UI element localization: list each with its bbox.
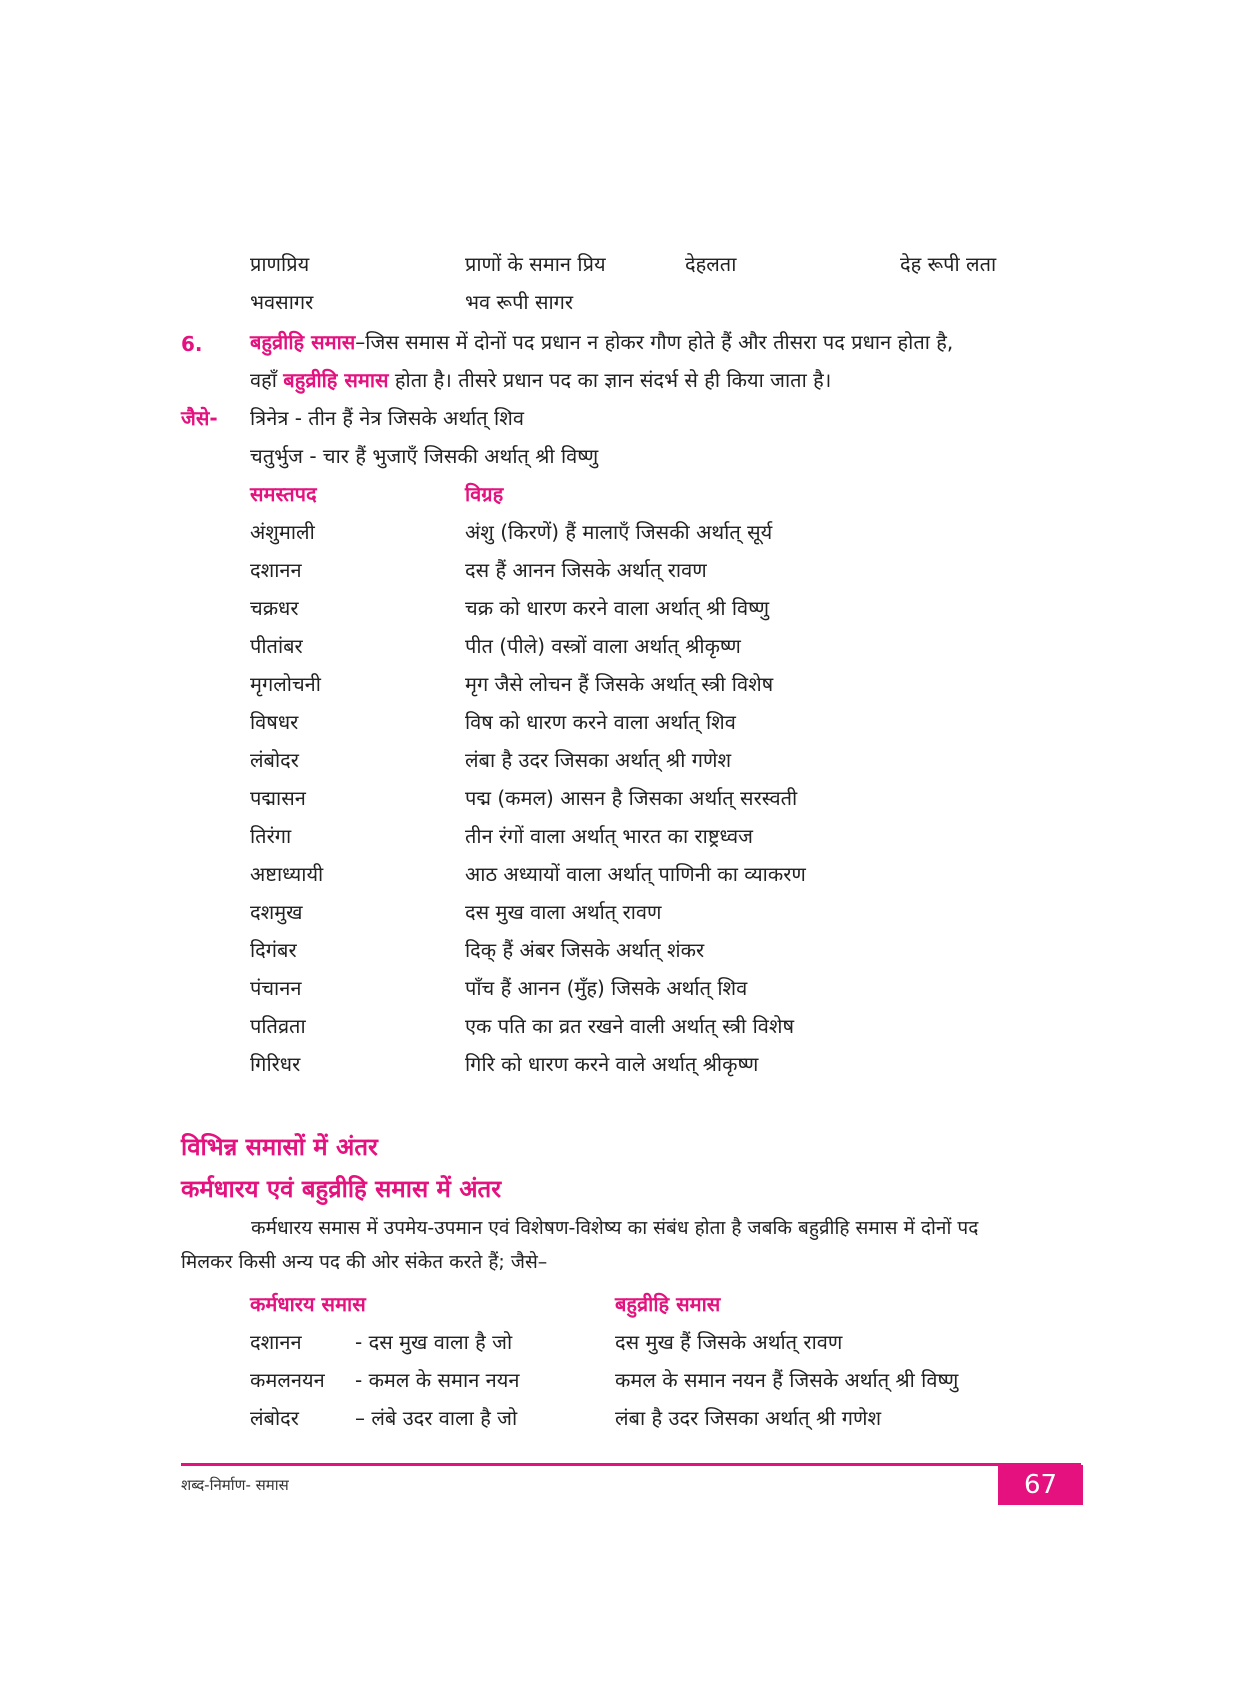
table-row-term: दिगंबर <box>250 938 297 962</box>
comparison-paragraph-line1: कर्मधारय समास में उपमेय-उपमान एवं विशेषण-विशेष्य का संबंध होता है जबकि बहुव्रीहि समास में दोनों पद <box>251 1217 979 1239</box>
examples-label: जैसे- <box>181 406 218 430</box>
top-row-1-col2: प्राणों के समान प्रिय <box>465 252 606 276</box>
compare-header-karmadharaya: कर्मधारय समास <box>250 1292 366 1316</box>
table-row-term: दशमुख <box>250 900 303 924</box>
section-term: बहुव्रीहि समास <box>250 330 356 354</box>
compare-row-left-term: दशानन <box>250 1330 302 1354</box>
definition-text-2b: होता है। तीसरे प्रधान पद का ज्ञान संदर्भ से ही किया जाता है। <box>388 368 832 392</box>
section-definition-line1 <box>250 328 953 356</box>
table-row-meaning: तीन रंगों वाला अर्थात् भारत का राष्ट्रध्वज <box>465 824 754 848</box>
section-term-inline: बहुव्रीहि समास <box>283 368 389 392</box>
table-row-term: तिरंगा <box>250 824 292 848</box>
footer-rule <box>181 1463 1081 1466</box>
table-row-meaning: मृग जैसे लोचन हैं जिसके अर्थात् स्त्री विशेष <box>465 672 774 696</box>
table-row-meaning: गिरि को धारण करने वाले अर्थात् श्रीकृष्ण <box>465 1052 759 1076</box>
table-row-term: चक्रधर <box>250 596 299 620</box>
compare-row-left-meaning: - कमल के समान नयन <box>355 1368 520 1392</box>
top-row-1-col3: देहलता <box>685 252 737 276</box>
compare-row-right: कमल के समान नयन हैं जिसके अर्थात् श्री विष्णु <box>615 1368 959 1392</box>
table-row-term: दशानन <box>250 558 302 582</box>
top-row-2-col1: भवसागर <box>250 290 314 314</box>
table-row-term: पतिव्रता <box>250 1014 306 1038</box>
top-row-2-col2: भव रूपी सागर <box>465 290 574 314</box>
table-row-term: पंचानन <box>250 976 302 1000</box>
table-row-term: पीतांबर <box>250 634 303 658</box>
table-row-meaning: चक्र को धारण करने वाला अर्थात् श्री विष्णु <box>465 596 770 620</box>
table-header-term: समस्तपद <box>250 482 317 506</box>
table-row-meaning: विष को धारण करने वाला अर्थात् शिव <box>465 710 736 734</box>
table-row-meaning: लंबा है उदर जिसका अर्थात् श्री गणेश <box>465 748 732 772</box>
table-row-term: लंबोदर <box>250 748 299 772</box>
table-row-term: गिरिधर <box>250 1052 301 1076</box>
compare-header-bahuvrihi: बहुव्रीहि समास <box>615 1292 721 1316</box>
top-row-1-col4: देह रूपी लता <box>900 252 997 276</box>
footer-chapter: शब्द-निर्माण- समास <box>181 1476 289 1494</box>
table-row-meaning: पद्म (कमल) आसन है जिसका अर्थात् सरस्वती <box>465 786 798 810</box>
table-row-meaning: पीत (पीले) वस्त्रों वाला अर्थात् श्रीकृष्ण <box>465 634 741 658</box>
section-definition-line2 <box>250 366 831 394</box>
compare-row-left-meaning: - दस मुख वाला है जो <box>355 1330 513 1354</box>
table-row-term: अष्टाध्यायी <box>250 862 324 886</box>
compare-row-left-term: कमलनयन <box>250 1368 325 1392</box>
table-row-meaning: दिक् हैं अंबर जिसके अर्थात् शंकर <box>465 938 705 962</box>
section-number: 6. <box>181 332 203 356</box>
table-row-meaning: दस हैं आनन जिसके अर्थात् रावण <box>465 558 707 582</box>
compare-row-left-term: लंबोदर <box>250 1406 299 1430</box>
table-row-term: पद्मासन <box>250 786 306 810</box>
table-row-term: अंशुमाली <box>250 520 315 544</box>
table-row-meaning: आठ अध्यायों वाला अर्थात् पाणिनी का व्याकरण <box>465 862 806 886</box>
table-row-meaning: दस मुख वाला अर्थात् रावण <box>465 900 662 924</box>
top-row-1-col1: प्राणप्रिय <box>250 252 310 276</box>
example-1: त्रिनेत्र - तीन हैं नेत्र जिसके अर्थात् शिव <box>250 406 524 430</box>
definition-text-2a: वहाँ <box>250 368 284 392</box>
table-row-term: विषधर <box>250 710 299 734</box>
comparison-paragraph-line2: मिलकर किसी अन्य पद की ओर संकेत करते हैं; जैसे– <box>181 1251 548 1273</box>
table-row-meaning: पाँच हैं आनन (मुँह) जिसके अर्थात् शिव <box>465 976 748 1000</box>
example-2: चतुर्भुज - चार हैं भुजाएँ जिसकी अर्थात् श्री विष्णु <box>250 444 599 468</box>
page-number: 67 <box>998 1465 1083 1505</box>
table-header-meaning: विग्रह <box>465 482 504 506</box>
compare-row-right: लंबा है उदर जिसका अर्थात् श्री गणेश <box>615 1406 882 1430</box>
definition-text-1: –जिस समास में दोनों पद प्रधान न होकर गौण होते हैं और तीसरा पद प्रधान होता है, <box>355 330 954 354</box>
heading-differences: विभिन्न समासों में अंतर <box>181 1133 378 1161</box>
compare-row-right: दस मुख हैं जिसके अर्थात् रावण <box>615 1330 843 1354</box>
compare-row-left-meaning: – लंबे उदर वाला है जो <box>355 1406 518 1430</box>
table-row-meaning: एक पति का व्रत रखने वाली अर्थात् स्त्री विशेष <box>465 1014 795 1038</box>
heading-comparison: कर्मधारय एवं बहुव्रीहि समास में अंतर <box>181 1175 502 1203</box>
table-row-term: मृगलोचनी <box>250 672 321 696</box>
table-row-meaning: अंशु (किरणें) हैं मालाएँ जिसकी अर्थात् सूर्य <box>465 520 773 544</box>
